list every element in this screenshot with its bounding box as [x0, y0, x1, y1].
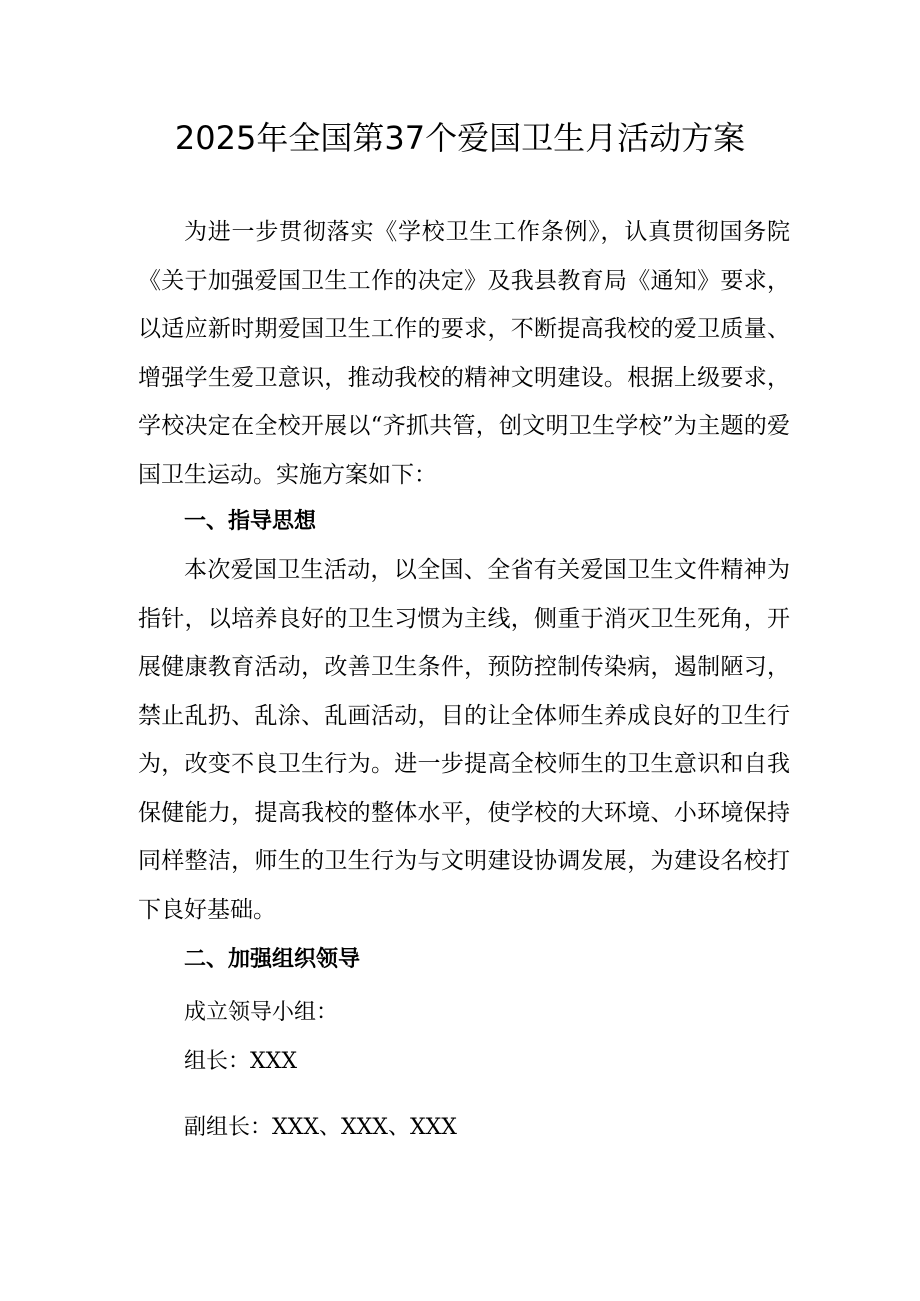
document-title: 2025年全国第37个爱国卫生月活动方案: [174, 119, 746, 157]
intro-paragraph: 为进一步贯彻落实《学校卫生工作条例》，认真贯彻国务院《关于加强爱国卫生工作的决定》及我县教育局《通知》要求，以适应新时期爱国卫生工作的要求，不断提高我校的爱卫质量、增强学生爱卫意识，推动我校的精神文明建设。根据上级要求，学校决定在全校开展以“齐抓共管，创文明卫生学校”为主题的爱国卫生运动。实施方案如下：: [138, 219, 790, 488]
deputy-leaders-line: 副组长：XXX、XXX、XXX: [184, 1115, 457, 1140]
group-leader-line: 组长：XXX: [184, 1049, 297, 1074]
leadership-group-line: 成立领导小组：: [184, 1000, 339, 1025]
guiding-ideology-paragraph: 本次爱国卫生活动，以全国、全省有关爱国卫生文件精神为指针，以培养良好的卫生习惯为主线，侧重于消灭卫生死角，开展健康教育活动，改善卫生条件，预防控制传染病，遏制陋习，禁止乱扔、乱涂、乱画活动，目的让全体师生养成良好的卫生行为，改变不良卫生行为。进一步提高全校师生的卫生意识和自我保健能力，提高我校的整体水平，使学校的大环境、小环境保持同样整洁，师生的卫生行为与文明建设协调发展，为建设名校打下良好基础。: [138, 557, 790, 923]
section-heading-organization-leadership: 二、加强组织领导: [184, 947, 361, 972]
section-heading-guiding-ideology: 一、指导思想: [184, 509, 317, 534]
